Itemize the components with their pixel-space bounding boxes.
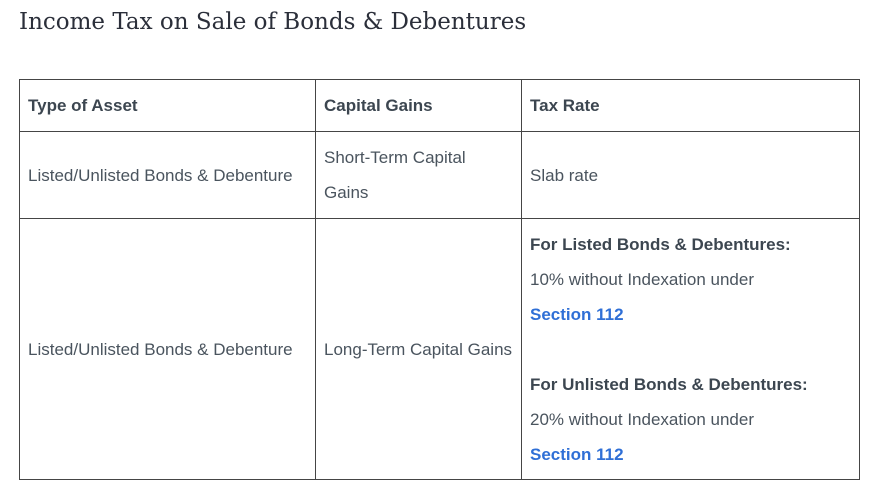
cell-tax-rate: [522, 219, 860, 480]
cell-tax-rate: Slab rate: [522, 132, 860, 219]
tax-table: [19, 79, 860, 480]
unlisted-rate-text: 20% without Indexation under: [530, 409, 754, 429]
header-type-of-asset: Type of Asset: [20, 80, 316, 132]
cell-capital-gains: Short-Term Capital Gains: [316, 132, 522, 219]
table-row: [20, 132, 860, 219]
page-title: Income Tax on Sale of Bonds & Debentures: [19, 9, 527, 35]
listed-rate-text: 10% without Indexation under: [530, 269, 754, 289]
section-112-link[interactable]: Section 112: [530, 304, 624, 324]
header-capital-gains: Capital Gains: [316, 80, 522, 132]
cell-asset: Listed/Unlisted Bonds & Debenture: [20, 132, 316, 219]
table-row: [20, 219, 860, 480]
header-tax-rate: Tax Rate: [522, 80, 860, 132]
cell-capital-gains: Long-Term Capital Gains: [316, 219, 522, 480]
cell-asset: Listed/Unlisted Bonds & Debenture: [20, 219, 316, 480]
unlisted-rate-heading: For Unlisted Bonds & Debentures:: [530, 374, 808, 394]
listed-rate-heading: For Listed Bonds & Debentures:: [530, 234, 791, 254]
table-header-row: [20, 80, 860, 132]
rate-spacer: [530, 332, 851, 367]
section-112-link[interactable]: Section 112: [530, 444, 624, 464]
